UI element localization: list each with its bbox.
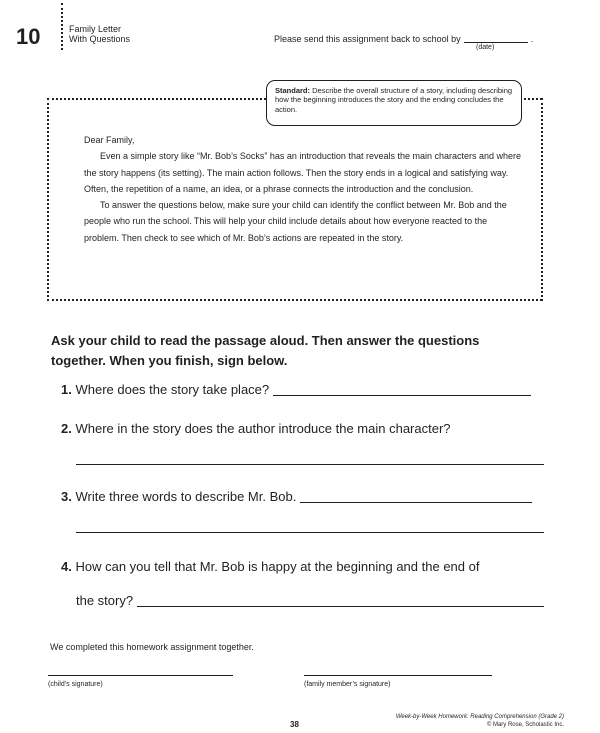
send-back-instruction bbox=[274, 34, 533, 44]
completed-statement: We completed this homework assignment together. bbox=[50, 642, 254, 652]
standard-text: Describe the overall structure of a story, including describing how the beginning introduces the story and the ending concludes the action. bbox=[275, 86, 513, 114]
question-4-text-cont: the story? bbox=[76, 593, 134, 608]
family-signature-label: (family member’s signature) bbox=[304, 681, 391, 688]
question-2-text: Where in the story does the author introduce the main character? bbox=[75, 421, 451, 436]
question-4-text: How can you tell that Mr. Bob is happy at the beginning and the end of bbox=[75, 559, 480, 574]
send-back-text: Please send this assignment back to school by bbox=[274, 34, 461, 44]
question-1 bbox=[61, 382, 531, 398]
question-3-answer-line-a[interactable] bbox=[300, 502, 532, 503]
question-4-number: 4. bbox=[61, 559, 72, 574]
question-3 bbox=[61, 489, 532, 505]
letter-box-right-border bbox=[541, 98, 543, 301]
letter-paragraph-2: To answer the questions below, make sure your child can identify the conflict between Mr. Bob and the people who run the school. This will help your child include details about how everyone reacted to the problem. Then check to see which of Mr. Bob’s actions are repeated in the story. bbox=[84, 200, 507, 243]
child-signature-label: (child’s signature) bbox=[48, 681, 103, 688]
question-1-text: Where does the story take place? bbox=[75, 382, 270, 397]
credit bbox=[384, 713, 564, 729]
question-2-answer-line[interactable] bbox=[76, 464, 544, 465]
lesson-title-line2: With Questions bbox=[69, 34, 131, 44]
standard-label: Standard: bbox=[275, 86, 311, 95]
question-3-text: Write three words to describe Mr. Bob. bbox=[75, 489, 297, 504]
child-signature-line[interactable] bbox=[48, 675, 233, 676]
date-field[interactable] bbox=[464, 42, 528, 43]
question-3-answer-line-b[interactable] bbox=[76, 532, 544, 533]
date-label: (date) bbox=[476, 44, 495, 51]
lesson-title bbox=[69, 24, 130, 44]
credit-line-1: Week-by-Week Homework: Reading Comprehension (Grade 2) bbox=[395, 714, 564, 720]
question-2 bbox=[61, 421, 451, 437]
standard-box bbox=[266, 80, 522, 126]
credit-line-2: © Mary Rose, Scholastic Inc. bbox=[486, 722, 564, 728]
family-letter bbox=[84, 132, 524, 246]
question-2-number: 2. bbox=[61, 421, 72, 436]
letter-greeting: Dear Family, bbox=[84, 135, 135, 145]
page-number: 38 bbox=[290, 720, 299, 729]
question-3-number: 3. bbox=[61, 489, 72, 504]
family-signature-line[interactable] bbox=[304, 675, 492, 676]
letter-paragraph-1: Even a simple story like “Mr. Bob’s Socks” has an introduction that reveals the main characters and where the story happens (its setting). The main action follows. Then the story ends in a logical and satisfying way. Often, the repetition of a name, an idea, or a phrase connects the introduction and the conclusion. bbox=[84, 151, 522, 194]
question-4 bbox=[61, 559, 479, 575]
lesson-title-line1: Family Letter bbox=[69, 24, 122, 34]
question-4-continued bbox=[76, 593, 544, 609]
question-4-answer-line[interactable] bbox=[137, 606, 544, 607]
question-1-number: 1. bbox=[61, 382, 72, 397]
header-dotted-divider bbox=[61, 3, 63, 50]
instructions: Ask your child to read the passage aloud. Then answer the questions together. When you finish, sign below. bbox=[51, 333, 480, 368]
question-1-answer-line[interactable] bbox=[273, 395, 531, 396]
send-back-period: . bbox=[530, 34, 534, 44]
lesson-number: 10 bbox=[16, 24, 41, 49]
